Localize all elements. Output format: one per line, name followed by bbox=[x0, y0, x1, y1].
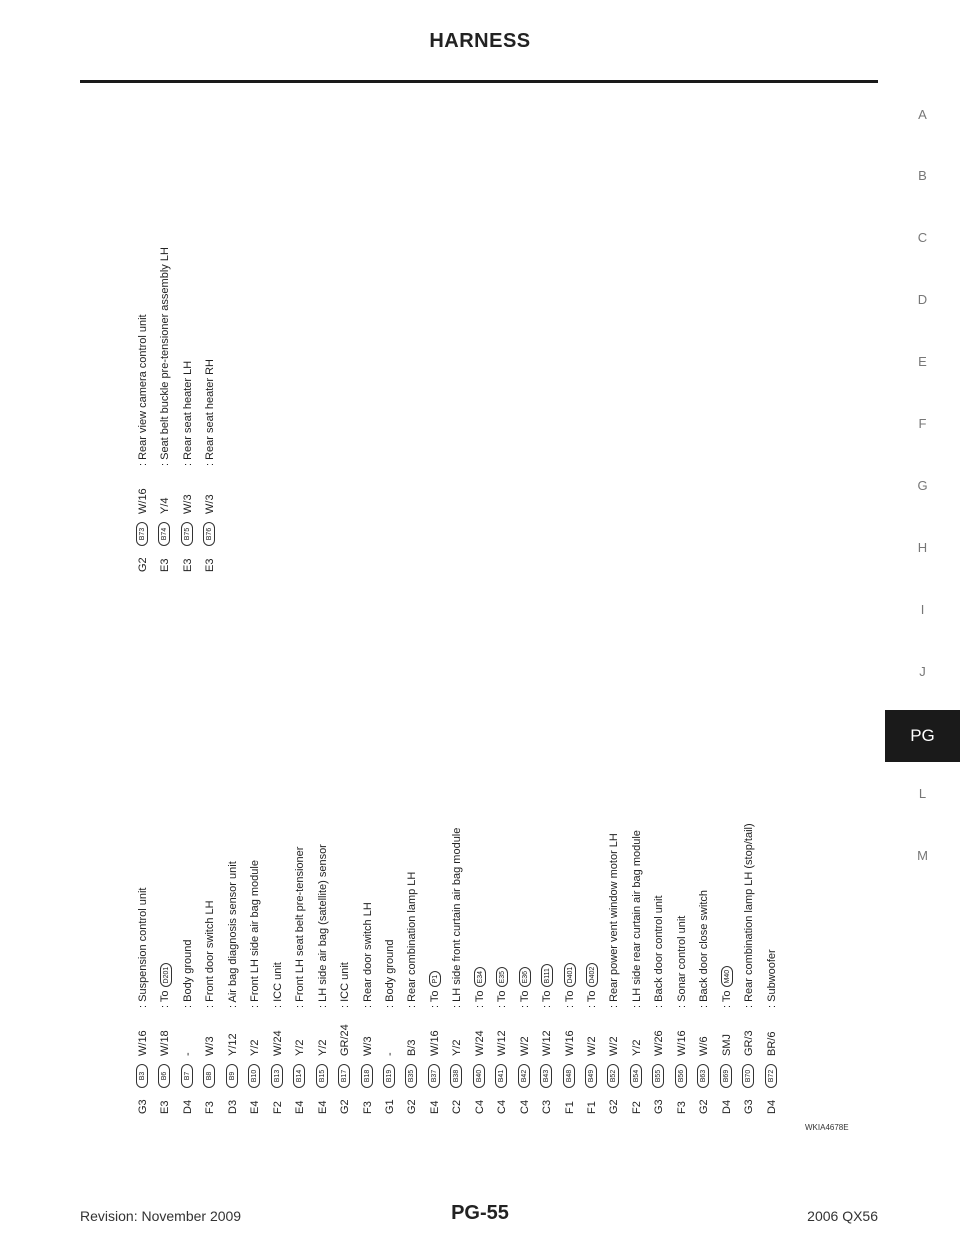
section-tab-l[interactable]: L bbox=[918, 786, 927, 801]
grid-reference: E3 bbox=[204, 558, 217, 572]
grid-reference: D4 bbox=[181, 1099, 194, 1114]
connector-badge: B72 bbox=[765, 1064, 777, 1088]
connector-badge: B52 bbox=[607, 1064, 619, 1088]
grid-reference: F2 bbox=[630, 1101, 643, 1114]
grid-reference: C4 bbox=[473, 1099, 486, 1114]
section-tab-g[interactable]: G bbox=[917, 478, 928, 493]
connector-description-text: : Rear combination lamp LH (stop/tail) bbox=[743, 823, 756, 1008]
connector-description-text: : Subwoofer bbox=[765, 949, 778, 1008]
footer-model: 2006 QX56 bbox=[807, 1208, 878, 1224]
grid-reference: D4 bbox=[765, 1099, 778, 1114]
grid-reference: G2 bbox=[698, 1099, 711, 1114]
connector-description bbox=[289, 847, 311, 1008]
connector-description bbox=[199, 359, 221, 466]
connector-description bbox=[312, 844, 334, 1008]
target-connector-badge: D401 bbox=[564, 963, 576, 988]
connector-badge: B7 bbox=[181, 1064, 193, 1088]
section-tab-pg[interactable]: PG bbox=[885, 710, 960, 762]
connector-color: W/12 bbox=[496, 1030, 509, 1056]
connector-badge: B76 bbox=[203, 522, 215, 546]
target-connector-badge: D402 bbox=[586, 963, 598, 988]
connector-description-text: : Suspension control unit bbox=[137, 887, 149, 1008]
grid-reference: E4 bbox=[428, 1100, 441, 1114]
connector-description-text: : To bbox=[541, 990, 554, 1008]
connector-description-text: : ICC unit bbox=[271, 962, 284, 1008]
connector-description bbox=[199, 900, 221, 1008]
connector-color: W/16 bbox=[137, 1030, 149, 1056]
connector-description-text: : Rear power vent window motor LH bbox=[608, 833, 621, 1008]
grid-reference: E3 bbox=[159, 558, 172, 572]
connector-badge: B55 bbox=[652, 1064, 664, 1088]
grid-reference: D4 bbox=[720, 1099, 733, 1114]
grid-reference: E4 bbox=[249, 1100, 262, 1114]
connector-description-text: : Front door switch LH bbox=[204, 900, 217, 1008]
connector-color: W/24 bbox=[271, 1030, 284, 1056]
connector-description-text: : Body ground bbox=[383, 939, 396, 1008]
grid-reference: G2 bbox=[406, 1099, 419, 1114]
section-tab-j[interactable]: J bbox=[919, 664, 926, 679]
connector-description bbox=[357, 902, 379, 1008]
grid-reference: E4 bbox=[294, 1100, 307, 1114]
connector-color: W/26 bbox=[653, 1030, 666, 1056]
connector-description-text: : To bbox=[496, 990, 509, 1008]
grid-reference: G3 bbox=[137, 1099, 149, 1114]
connector-badge: B9 bbox=[226, 1064, 238, 1088]
grid-reference: F1 bbox=[586, 1101, 598, 1114]
grid-reference: F3 bbox=[361, 1101, 374, 1114]
connector-description bbox=[603, 833, 625, 1008]
footer-revision: Revision: November 2009 bbox=[80, 1208, 242, 1224]
connector-description bbox=[761, 949, 783, 1008]
connector-description bbox=[446, 828, 468, 1008]
connector-description bbox=[648, 895, 670, 1008]
connector-color: W/3 bbox=[361, 1036, 374, 1056]
connector-color: GR/24 bbox=[339, 1024, 352, 1056]
connector-badge: B13 bbox=[271, 1064, 283, 1088]
connector-description bbox=[671, 916, 693, 1008]
grid-reference: E4 bbox=[316, 1100, 329, 1114]
connector-badge: B10 bbox=[248, 1064, 260, 1088]
connector-badge: B17 bbox=[338, 1064, 350, 1088]
connector-description-text: : Rear door switch LH bbox=[361, 902, 374, 1008]
grid-reference: C2 bbox=[451, 1099, 464, 1114]
connector-description-text: : Body ground bbox=[181, 939, 194, 1008]
connector-description-text: : Rear combination lamp LH bbox=[406, 871, 419, 1008]
grid-reference: D3 bbox=[226, 1099, 239, 1114]
connector-description bbox=[424, 971, 446, 1008]
connector-color: GR/3 bbox=[743, 1030, 756, 1056]
target-connector-badge: D201 bbox=[160, 963, 172, 988]
target-connector-badge: E35 bbox=[496, 967, 508, 987]
connector-badge: B15 bbox=[316, 1064, 328, 1088]
connector-color: Y/2 bbox=[630, 1039, 643, 1056]
connector-badge: B14 bbox=[293, 1064, 305, 1088]
connector-description bbox=[267, 962, 289, 1008]
connector-description bbox=[154, 247, 176, 466]
connector-description bbox=[469, 967, 491, 1008]
connector-color: W/16 bbox=[137, 488, 149, 514]
connector-description-text: : To bbox=[586, 990, 598, 1008]
connector-description-text: : To bbox=[428, 990, 441, 1008]
connector-color: B/3 bbox=[406, 1039, 419, 1056]
connector-color: - bbox=[383, 1052, 396, 1056]
connector-color: W/18 bbox=[159, 1030, 172, 1056]
grid-reference: C4 bbox=[496, 1099, 509, 1114]
connector-description-text: : Front LH side air bag module bbox=[249, 860, 262, 1008]
connector-color: Y/2 bbox=[451, 1039, 464, 1056]
connector-color: Y/2 bbox=[294, 1039, 307, 1056]
connector-badge: B70 bbox=[742, 1064, 754, 1088]
connector-badge: B43 bbox=[540, 1064, 552, 1088]
connector-color: W/2 bbox=[586, 1036, 598, 1056]
connector-description bbox=[559, 963, 581, 1008]
section-tab-f[interactable]: F bbox=[918, 416, 927, 431]
connector-color: - bbox=[181, 1052, 194, 1056]
connector-description bbox=[401, 872, 423, 1008]
connector-color: W/3 bbox=[204, 494, 217, 514]
connector-description bbox=[379, 940, 401, 1009]
connector-description-text: : LH side air bag (satellite) sensor bbox=[316, 844, 329, 1008]
connector-description bbox=[132, 314, 154, 466]
connector-description-text: : Front LH seat belt pre-tensioner bbox=[294, 846, 307, 1008]
connector-description-text: : Back door control unit bbox=[653, 895, 666, 1008]
target-connector-badge: E34 bbox=[474, 967, 486, 987]
connector-color: BR/6 bbox=[765, 1031, 778, 1056]
section-tab-i[interactable]: I bbox=[920, 602, 925, 617]
connector-badge: B73 bbox=[136, 522, 148, 546]
connector-color: W/3 bbox=[181, 494, 194, 514]
connector-description-text: : ICC unit bbox=[339, 962, 352, 1008]
connector-color: Y/4 bbox=[159, 497, 172, 514]
grid-reference: F3 bbox=[204, 1101, 217, 1114]
connector-description-text: : Air bag diagnosis sensor unit bbox=[226, 861, 239, 1008]
connector-badge: B40 bbox=[473, 1064, 485, 1088]
connector-description bbox=[222, 861, 244, 1008]
grid-reference: G2 bbox=[608, 1099, 621, 1114]
connector-description bbox=[693, 890, 715, 1008]
connector-color: W/2 bbox=[518, 1036, 531, 1056]
grid-reference: E3 bbox=[159, 1100, 172, 1114]
connector-badge: B63 bbox=[697, 1064, 709, 1088]
section-tab-a[interactable]: A bbox=[918, 107, 927, 122]
grid-reference: G2 bbox=[339, 1099, 352, 1114]
connector-description bbox=[177, 361, 199, 466]
grid-reference: G2 bbox=[137, 557, 149, 572]
connector-badge: B38 bbox=[450, 1064, 462, 1088]
connector-color: W/3 bbox=[204, 1036, 217, 1056]
connector-color: W/12 bbox=[541, 1030, 554, 1056]
connector-description-text: : To bbox=[563, 990, 576, 1008]
page-title: HARNESS bbox=[429, 30, 531, 52]
grid-reference: C3 bbox=[541, 1099, 554, 1114]
connector-description-text: : To bbox=[518, 990, 531, 1008]
connector-description bbox=[581, 963, 603, 1008]
grid-reference: F2 bbox=[271, 1101, 284, 1114]
section-tab-d[interactable]: D bbox=[917, 292, 928, 307]
connector-badge: B49 bbox=[585, 1064, 597, 1088]
connector-badge: B19 bbox=[383, 1064, 395, 1088]
connector-description-text: : LH side rear curtain air bag module bbox=[630, 830, 643, 1008]
connector-badge: B3 bbox=[136, 1064, 148, 1088]
connector-color: Y/12 bbox=[226, 1033, 239, 1056]
connector-description-text: : LH side front curtain air bag module bbox=[451, 827, 464, 1008]
connector-description-text: : Seat belt buckle pre-tensioner assembly LH bbox=[159, 247, 172, 466]
target-connector-badge: B111 bbox=[541, 964, 553, 987]
footer-page-number: PG-55 bbox=[451, 1202, 509, 1224]
connector-description bbox=[491, 967, 513, 1008]
connector-color: W/16 bbox=[675, 1030, 688, 1056]
grid-reference: G3 bbox=[653, 1099, 666, 1114]
connector-description-text: : Back door close switch bbox=[698, 890, 711, 1008]
connector-color: Y/2 bbox=[316, 1039, 329, 1056]
grid-reference: G1 bbox=[383, 1099, 396, 1114]
connector-color: W/16 bbox=[563, 1030, 576, 1056]
connector-badge: B75 bbox=[181, 522, 193, 546]
connector-color: W/24 bbox=[473, 1030, 486, 1056]
connector-badge: B37 bbox=[428, 1064, 440, 1088]
connector-badge: B56 bbox=[675, 1064, 687, 1088]
connector-color: W/2 bbox=[608, 1036, 621, 1056]
section-tab-e[interactable]: E bbox=[918, 354, 927, 369]
connector-description bbox=[716, 966, 738, 1008]
target-connector-badge: M40 bbox=[721, 966, 733, 988]
figure-reference-code: WKIA4678E bbox=[805, 1123, 849, 1132]
connector-description bbox=[626, 830, 648, 1008]
grid-reference: F1 bbox=[563, 1101, 576, 1114]
target-connector-badge: P1 bbox=[429, 971, 441, 988]
connector-description-text: : To bbox=[159, 990, 172, 1008]
connector-badge: B48 bbox=[563, 1064, 575, 1088]
connector-description bbox=[334, 962, 356, 1008]
connector-description-text: : To bbox=[720, 990, 733, 1008]
section-tab-c[interactable]: C bbox=[917, 230, 928, 245]
section-tab-m[interactable]: M bbox=[917, 848, 928, 863]
connector-color: Y/2 bbox=[249, 1039, 262, 1056]
section-tab-h[interactable]: H bbox=[917, 540, 928, 555]
connector-description-text: : Rear seat heater RH bbox=[204, 359, 217, 466]
connector-description bbox=[154, 963, 176, 1008]
grid-reference: G3 bbox=[743, 1099, 756, 1114]
connector-color: SMJ bbox=[720, 1034, 733, 1056]
section-tab-b[interactable]: B bbox=[918, 168, 927, 183]
connector-description bbox=[244, 860, 266, 1008]
connector-description bbox=[536, 964, 558, 1008]
grid-reference: C4 bbox=[518, 1099, 531, 1114]
connector-description bbox=[177, 940, 199, 1009]
grid-reference: F3 bbox=[675, 1101, 688, 1114]
connector-badge: B6 bbox=[158, 1064, 170, 1088]
connector-description bbox=[738, 823, 760, 1008]
connector-badge: B54 bbox=[630, 1064, 642, 1088]
connector-badge: B41 bbox=[495, 1064, 507, 1088]
connector-description-text: : Rear seat heater LH bbox=[181, 360, 194, 466]
connector-description-text: : Sonar control unit bbox=[675, 915, 688, 1008]
connector-description-text: : To bbox=[473, 990, 486, 1008]
grid-reference: E3 bbox=[181, 558, 194, 572]
connector-badge: B74 bbox=[158, 522, 170, 546]
connector-description bbox=[132, 888, 154, 1008]
target-connector-badge: E36 bbox=[519, 967, 531, 987]
connector-description-text: : Rear view camera control unit bbox=[137, 314, 149, 466]
connector-badge: B8 bbox=[203, 1064, 215, 1088]
connector-badge: B42 bbox=[518, 1064, 530, 1088]
connector-badge: B18 bbox=[361, 1064, 373, 1088]
connector-color: W/16 bbox=[428, 1030, 441, 1056]
connector-color: W/6 bbox=[698, 1036, 711, 1056]
connector-badge: B69 bbox=[720, 1064, 732, 1088]
connector-description bbox=[514, 967, 536, 1008]
connector-badge: B35 bbox=[405, 1064, 417, 1088]
